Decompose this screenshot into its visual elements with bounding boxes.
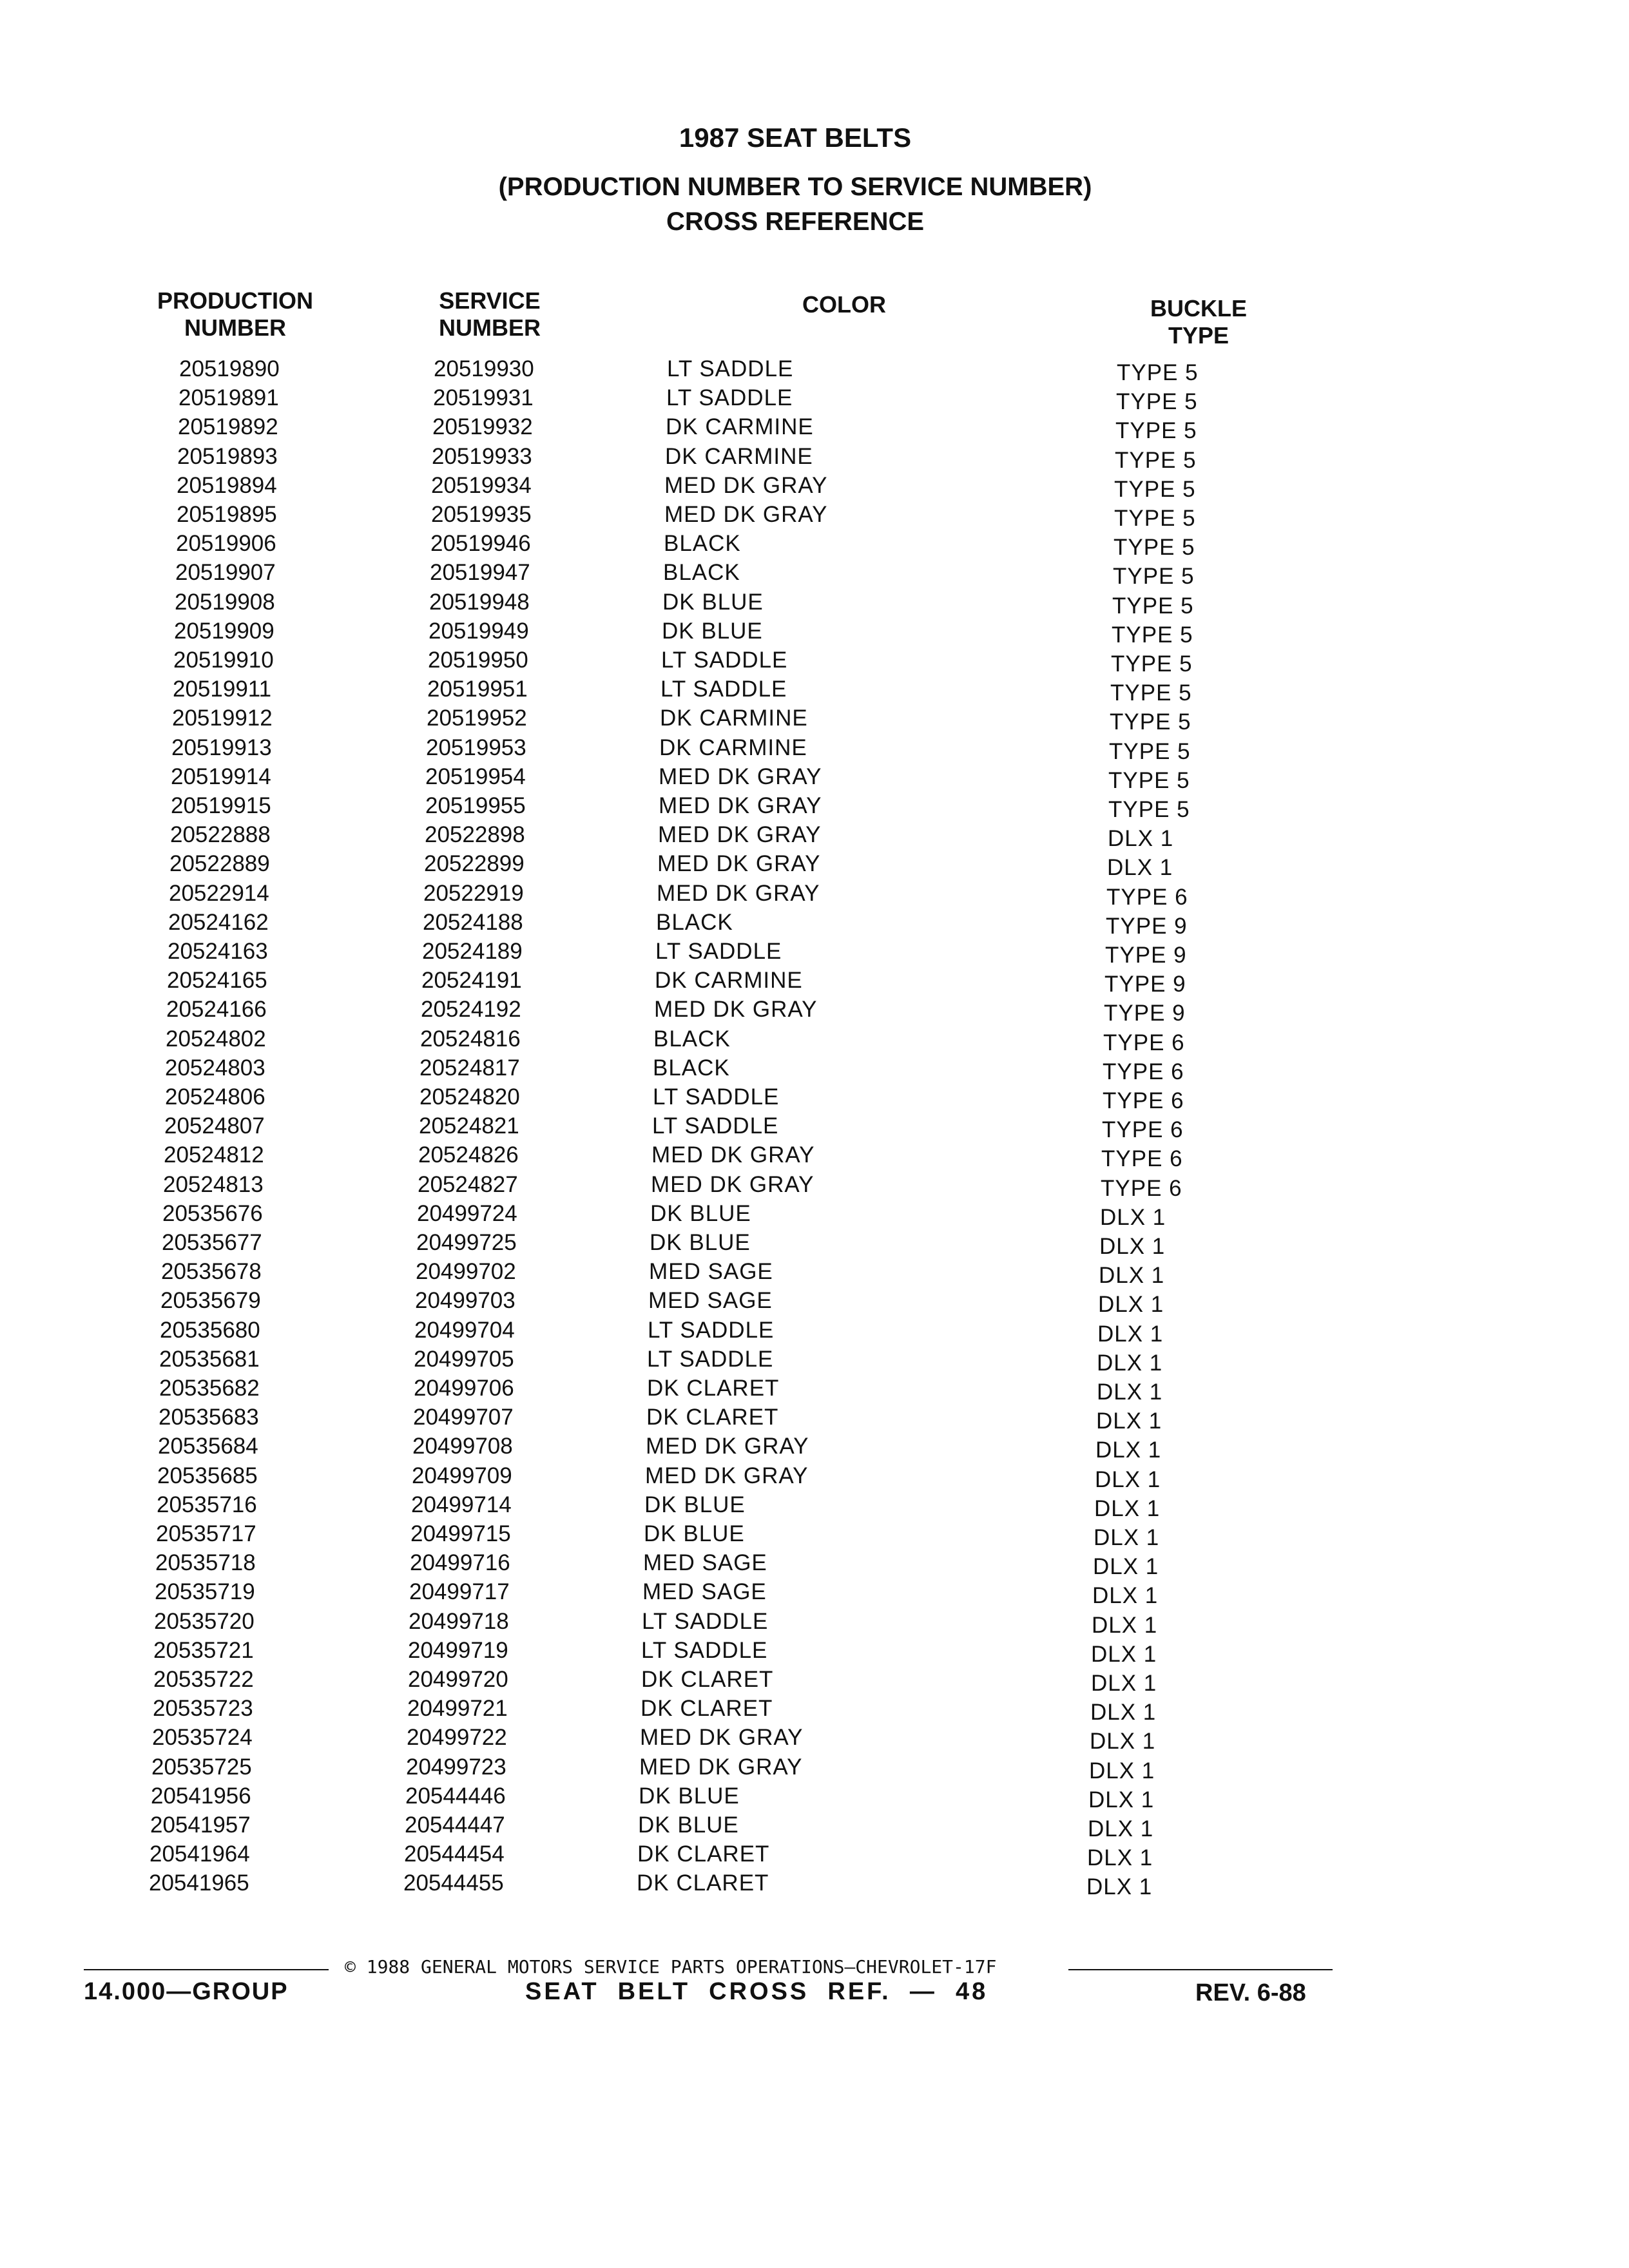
footer-rule-left — [84, 1969, 329, 1970]
color-cell: DK CLARET — [641, 1667, 774, 1692]
table-row — [0, 356, 1629, 385]
table-row — [0, 1638, 1603, 1667]
color-cell: MED SAGE — [648, 1288, 773, 1313]
service-number-cell: 20522899 — [424, 851, 525, 876]
production-number-cell: 20535677 — [162, 1230, 262, 1255]
color-cell: DK BLUE — [650, 1201, 751, 1226]
color-cell: MED DK GRAY — [664, 502, 828, 527]
table-row — [0, 677, 1623, 706]
table-row — [0, 1026, 1615, 1055]
table-row — [0, 1725, 1602, 1754]
color-cell: MED DK GRAY — [659, 793, 822, 818]
buckle-type-cell: DLX 1 — [1092, 1613, 1158, 1638]
service-number-cell: 20499720 — [408, 1667, 508, 1692]
production-number-cell: 20535723 — [153, 1696, 253, 1721]
production-number-cell: 20541965 — [149, 1870, 249, 1896]
table-row — [0, 560, 1625, 589]
production-number-cell: 20535676 — [162, 1201, 263, 1226]
color-cell: DK CLARET — [637, 1870, 769, 1896]
buckle-type-cell: DLX 1 — [1094, 1496, 1161, 1521]
color-cell: MED DK GRAY — [658, 822, 822, 847]
production-number-cell: 20519895 — [177, 502, 277, 527]
buckle-type-cell: TYPE 5 — [1116, 389, 1198, 414]
production-number-cell: 20541956 — [151, 1783, 251, 1809]
table-row — [0, 881, 1619, 910]
service-number-cell: 20544454 — [404, 1841, 505, 1867]
table-row — [0, 910, 1618, 939]
page-subtitle-2: CROSS REFERENCE — [666, 207, 925, 236]
service-number-cell: 20519931 — [433, 385, 534, 410]
buckle-type-cell: TYPE 9 — [1104, 1001, 1186, 1026]
buckle-type-cell: TYPE 5 — [1117, 360, 1199, 385]
table-row — [0, 1405, 1608, 1434]
color-cell: MED DK GRAY — [646, 1434, 809, 1459]
service-number-cell: 20499708 — [412, 1434, 513, 1459]
production-number-cell: 20519910 — [173, 648, 274, 673]
service-number-cell: 20499702 — [416, 1259, 516, 1284]
buckle-type-cell: TYPE 5 — [1112, 593, 1194, 619]
column-header-line: NUMBER — [184, 314, 286, 341]
service-number-cell: 20524191 — [421, 968, 522, 993]
production-number-cell: 20535719 — [155, 1579, 255, 1604]
table-row — [0, 822, 1620, 851]
color-cell: DK BLUE — [644, 1492, 746, 1517]
color-cell: LT SADDLE — [642, 1609, 769, 1634]
production-number-cell: 20524802 — [166, 1026, 266, 1052]
table-row — [0, 997, 1616, 1026]
production-number-cell: 20535678 — [161, 1259, 262, 1284]
column-header-line: SERVICE — [439, 287, 541, 314]
color-cell: MED SAGE — [649, 1259, 773, 1284]
table-row — [0, 444, 1627, 473]
color-cell: LT SADDLE — [655, 939, 782, 964]
production-number-cell: 20535720 — [154, 1609, 255, 1634]
table-row — [0, 619, 1624, 648]
production-number-cell: 20524812 — [164, 1142, 264, 1168]
production-number-cell: 20519894 — [177, 473, 277, 498]
table-row — [0, 764, 1621, 793]
table-row — [0, 414, 1628, 443]
service-number-cell: 20524821 — [419, 1113, 519, 1139]
production-number-cell: 20524165 — [167, 968, 267, 993]
color-cell: DK BLUE — [639, 1783, 740, 1809]
buckle-type-cell: TYPE 6 — [1106, 885, 1188, 910]
service-number-cell: 20519950 — [428, 648, 528, 673]
service-number-cell: 20524817 — [419, 1055, 520, 1081]
service-number-cell: 20544455 — [403, 1870, 504, 1896]
color-cell: BLACK — [653, 1026, 731, 1052]
color-cell: MED DK GRAY — [639, 1754, 803, 1780]
service-number-cell: 20499714 — [411, 1492, 512, 1517]
service-number-cell: 20519930 — [434, 356, 534, 381]
buckle-type-cell: TYPE 9 — [1104, 972, 1186, 997]
production-number-cell: 20519913 — [171, 735, 272, 760]
buckle-type-cell: DLX 1 — [1098, 1292, 1164, 1317]
production-number-cell: 20535717 — [156, 1521, 256, 1546]
color-cell: DK BLUE — [662, 590, 764, 615]
footer-rule-right — [1068, 1969, 1333, 1970]
color-cell: LT SADDLE — [641, 1638, 768, 1663]
buckle-type-cell: TYPE 9 — [1106, 914, 1188, 939]
production-number-cell: 20524803 — [165, 1055, 265, 1081]
color-cell: MED DK GRAY — [657, 851, 821, 876]
buckle-type-cell: TYPE 6 — [1103, 1059, 1184, 1084]
buckle-type-cell: TYPE 5 — [1114, 477, 1196, 502]
service-number-cell: 20499707 — [413, 1405, 514, 1430]
color-cell: DK BLUE — [662, 619, 763, 644]
production-number-cell: 20535724 — [152, 1725, 253, 1750]
color-cell: BLACK — [664, 531, 741, 556]
production-number-cell: 20524806 — [165, 1084, 265, 1110]
table-row — [0, 1463, 1607, 1492]
production-number-cell: 20535684 — [158, 1434, 258, 1459]
production-number-cell: 20519890 — [179, 356, 280, 381]
buckle-type-cell: TYPE 6 — [1102, 1117, 1184, 1142]
table-row — [0, 793, 1621, 822]
buckle-type-cell: TYPE 6 — [1101, 1146, 1183, 1171]
service-number-cell: 20524826 — [418, 1142, 519, 1168]
table-row — [0, 1812, 1600, 1841]
color-cell: DK BLUE — [650, 1230, 751, 1255]
table-row — [0, 1550, 1605, 1579]
buckle-type-cell: DLX 1 — [1095, 1437, 1162, 1463]
footer-page-title: SEAT BELT CROSS REF. — 48 — [525, 1978, 988, 2005]
color-cell: DK CLARET — [637, 1841, 770, 1867]
production-number-cell: 20519907 — [175, 560, 276, 585]
color-cell: BLACK — [663, 560, 740, 585]
service-number-cell: 20499719 — [408, 1638, 508, 1663]
color-cell: MED DK GRAY — [640, 1725, 804, 1750]
service-number-cell: 20519934 — [431, 473, 532, 498]
table-row — [0, 1347, 1609, 1376]
table-row — [0, 735, 1621, 764]
footer-group: 14.000—GROUP — [84, 1978, 289, 2005]
buckle-type-cell: TYPE 5 — [1109, 739, 1191, 764]
buckle-type-cell: DLX 1 — [1091, 1642, 1157, 1667]
table-row — [0, 1754, 1601, 1783]
buckle-type-cell: TYPE 5 — [1112, 622, 1193, 648]
service-number-cell: 20519946 — [430, 531, 531, 556]
table-row — [0, 851, 1619, 880]
production-number-cell: 20519915 — [171, 793, 271, 818]
service-number-cell: 20519947 — [430, 560, 530, 585]
table-row — [0, 1521, 1606, 1550]
color-cell: BLACK — [656, 910, 733, 935]
buckle-type-cell: TYPE 5 — [1110, 709, 1191, 735]
color-cell: BLACK — [653, 1055, 730, 1081]
table-row — [0, 473, 1626, 502]
table-row — [0, 1055, 1615, 1084]
color-cell: DK CLARET — [646, 1405, 779, 1430]
table-row — [0, 939, 1617, 968]
production-number-cell: 20519908 — [175, 590, 275, 615]
buckle-type-cell: DLX 1 — [1092, 1583, 1159, 1608]
footer-revision: REV. 6-88 — [1195, 1979, 1306, 2006]
color-cell: MED DK GRAY — [651, 1142, 815, 1168]
service-number-cell: 20499722 — [407, 1725, 507, 1750]
table-row — [0, 1113, 1614, 1142]
table-row — [0, 1376, 1609, 1405]
production-number-cell: 20541957 — [150, 1812, 251, 1838]
service-number-cell: 20519949 — [429, 619, 529, 644]
column-header-line: TYPE — [1168, 322, 1229, 349]
buckle-type-cell: TYPE 5 — [1115, 448, 1197, 473]
buckle-type-cell: DLX 1 — [1100, 1205, 1166, 1230]
service-number-cell: 20524192 — [421, 997, 521, 1022]
buckle-type-cell: DLX 1 — [1089, 1758, 1155, 1783]
production-number-cell: 20522914 — [169, 881, 269, 906]
buckle-type-cell: TYPE 6 — [1101, 1176, 1182, 1201]
service-number-cell: 20524188 — [423, 910, 523, 935]
service-number-cell: 20519954 — [425, 764, 526, 789]
service-number-cell: 20499721 — [407, 1696, 508, 1721]
buckle-type-cell: DLX 1 — [1090, 1729, 1156, 1754]
service-number-cell: 20524816 — [420, 1026, 521, 1052]
production-number-cell: 20524813 — [163, 1172, 264, 1197]
buckle-type-cell: TYPE 5 — [1110, 680, 1192, 706]
buckle-type-cell: TYPE 5 — [1108, 797, 1190, 822]
table-row — [0, 502, 1626, 531]
color-cell: MED SAGE — [642, 1579, 767, 1604]
table-row — [0, 1492, 1606, 1521]
buckle-type-cell: TYPE 5 — [1115, 418, 1197, 443]
color-cell: MED DK GRAY — [657, 881, 820, 906]
buckle-type-cell: DLX 1 — [1099, 1263, 1165, 1288]
color-cell: LT SADDLE — [648, 1318, 775, 1343]
service-number-cell: 20499724 — [417, 1201, 517, 1226]
copyright-notice: © 1988 GENERAL MOTORS SERVICE PARTS OPERATIONS—CHEVROLET-17F — [345, 1956, 997, 1977]
color-cell: MED DK GRAY — [659, 764, 822, 789]
color-cell: DK CARMINE — [659, 735, 807, 760]
color-cell: MED DK GRAY — [645, 1463, 809, 1488]
color-cell: DK BLUE — [644, 1521, 745, 1546]
service-number-cell: 20499725 — [416, 1230, 517, 1255]
color-cell: LT SADDLE — [666, 385, 793, 410]
service-number-cell: 20522919 — [423, 881, 524, 906]
service-number-cell: 20524827 — [418, 1172, 518, 1197]
production-number-cell: 20535718 — [155, 1550, 256, 1575]
buckle-type-cell: TYPE 5 — [1111, 651, 1193, 677]
table-row — [0, 1230, 1612, 1259]
production-number-cell: 20519892 — [178, 414, 278, 439]
service-number-cell: 20519948 — [429, 590, 530, 615]
buckle-type-cell: DLX 1 — [1097, 1350, 1163, 1376]
table-row — [0, 648, 1623, 677]
service-number-cell: 20499703 — [415, 1288, 516, 1313]
color-cell: LT SADDLE — [653, 1084, 780, 1110]
buckle-type-cell: TYPE 6 — [1103, 1088, 1184, 1113]
table-row — [0, 1841, 1599, 1870]
production-number-cell: 20541964 — [149, 1841, 250, 1867]
buckle-type-cell: DLX 1 — [1107, 855, 1173, 880]
buckle-type-cell: DLX 1 — [1086, 1874, 1153, 1899]
table-row — [0, 1870, 1599, 1899]
page-subtitle: (PRODUCTION NUMBER TO SERVICE NUMBER) — [498, 173, 1092, 201]
buckle-type-cell: TYPE 5 — [1113, 564, 1195, 589]
table-row — [0, 531, 1626, 560]
color-cell: LT SADDLE — [667, 356, 794, 381]
table-row — [0, 1783, 1601, 1812]
table-row — [0, 1609, 1604, 1638]
production-number-cell: 20535721 — [153, 1638, 254, 1663]
production-number-cell: 20524166 — [166, 997, 267, 1022]
table-row — [0, 590, 1624, 619]
service-number-cell: 20499704 — [414, 1318, 515, 1343]
table-row — [0, 1201, 1612, 1230]
production-number-cell: 20535680 — [160, 1318, 260, 1343]
color-cell: DK CARMINE — [660, 706, 808, 731]
service-number-cell: 20499715 — [410, 1521, 511, 1546]
table-row — [0, 1084, 1615, 1113]
service-number-cell: 20499706 — [414, 1376, 514, 1401]
buckle-type-cell: DLX 1 — [1088, 1787, 1155, 1812]
table-row — [0, 385, 1628, 414]
color-cell: LT SADDLE — [647, 1347, 774, 1372]
production-number-cell: 20524807 — [164, 1113, 265, 1139]
service-number-cell: 20519932 — [432, 414, 533, 439]
production-number-cell: 20535683 — [159, 1405, 259, 1430]
color-cell: MED DK GRAY — [654, 997, 818, 1022]
buckle-type-cell: DLX 1 — [1108, 826, 1174, 851]
color-cell: DK CARMINE — [665, 444, 813, 469]
production-number-cell: 20535722 — [153, 1667, 254, 1692]
production-number-cell: 20535681 — [159, 1347, 260, 1372]
table-row — [0, 706, 1622, 735]
table-row — [0, 1288, 1610, 1317]
buckle-type-cell: DLX 1 — [1093, 1554, 1159, 1579]
service-number-cell: 20524820 — [419, 1084, 520, 1110]
color-cell: MED DK GRAY — [651, 1172, 815, 1197]
table-row — [0, 1579, 1605, 1608]
color-cell: MED SAGE — [643, 1550, 767, 1575]
service-number-cell: 20519955 — [425, 793, 526, 818]
column-header-line: NUMBER — [439, 314, 541, 341]
color-cell: MED DK GRAY — [664, 473, 828, 498]
column-header-line: BUCKLE — [1150, 295, 1247, 322]
buckle-type-cell: DLX 1 — [1091, 1671, 1157, 1696]
service-number-cell: 20519935 — [431, 502, 532, 527]
color-cell: DK BLUE — [638, 1812, 739, 1838]
table-row — [0, 1696, 1603, 1725]
production-number-cell: 20519912 — [172, 706, 273, 731]
buckle-type-cell: DLX 1 — [1090, 1700, 1157, 1725]
service-number-cell: 20544446 — [405, 1783, 506, 1809]
production-number-cell: 20519906 — [176, 531, 276, 556]
production-number-cell: 20522888 — [170, 822, 271, 847]
production-number-cell: 20519893 — [177, 444, 278, 469]
service-number-cell: 20524189 — [422, 939, 523, 964]
buckle-type-cell: TYPE 5 — [1113, 535, 1195, 560]
table-row — [0, 1318, 1610, 1347]
service-number-cell: 20519953 — [426, 735, 526, 760]
buckle-type-cell: DLX 1 — [1088, 1816, 1154, 1841]
production-number-cell: 20519891 — [178, 385, 279, 410]
service-number-cell: 20499723 — [406, 1754, 506, 1780]
buckle-type-cell: TYPE 5 — [1114, 506, 1196, 531]
color-cell: LT SADDLE — [660, 677, 787, 702]
production-number-cell: 20524163 — [168, 939, 268, 964]
service-number-cell: 20522898 — [425, 822, 525, 847]
buckle-type-cell: DLX 1 — [1097, 1321, 1164, 1347]
table-row — [0, 1434, 1608, 1463]
production-number-cell: 20522889 — [169, 851, 270, 876]
production-number-cell: 20519909 — [174, 619, 275, 644]
service-number-cell: 20499709 — [412, 1463, 512, 1488]
buckle-type-cell: TYPE 9 — [1105, 943, 1187, 968]
color-cell: DK CARMINE — [666, 414, 814, 439]
production-number-cell: 20535685 — [157, 1463, 258, 1488]
buckle-type-cell: DLX 1 — [1087, 1845, 1153, 1870]
column-header-line: PRODUCTION — [157, 287, 313, 314]
production-number-cell: 20519911 — [173, 677, 272, 702]
service-number-cell: 20519933 — [432, 444, 532, 469]
buckle-type-cell: DLX 1 — [1099, 1234, 1166, 1259]
buckle-type-cell: TYPE 5 — [1108, 768, 1190, 793]
buckle-type-cell: DLX 1 — [1094, 1525, 1160, 1550]
service-number-cell: 20519951 — [427, 677, 528, 702]
table-row — [0, 1667, 1603, 1696]
table-row — [0, 1142, 1614, 1171]
color-cell: LT SADDLE — [661, 648, 788, 673]
service-number-cell: 20499718 — [409, 1609, 509, 1634]
buckle-type-cell: DLX 1 — [1097, 1379, 1163, 1405]
table-row — [0, 1259, 1611, 1288]
table-row — [0, 968, 1617, 997]
buckle-type-cell: DLX 1 — [1095, 1467, 1161, 1492]
table-row — [0, 1172, 1613, 1201]
color-cell: DK CARMINE — [655, 968, 803, 993]
production-number-cell: 20519914 — [171, 764, 271, 789]
color-cell: DK CLARET — [641, 1696, 773, 1721]
service-number-cell: 20499716 — [410, 1550, 510, 1575]
production-number-cell: 20535725 — [151, 1754, 252, 1780]
buckle-type-cell: TYPE 6 — [1103, 1030, 1185, 1055]
service-number-cell: 20519952 — [427, 706, 527, 731]
production-number-cell: 20535682 — [159, 1376, 260, 1401]
page-title: 1987 SEAT BELTS — [679, 122, 912, 153]
color-cell: LT SADDLE — [652, 1113, 779, 1139]
service-number-cell: 20499705 — [414, 1347, 514, 1372]
color-cell: DK CLARET — [647, 1376, 780, 1401]
buckle-type-cell: DLX 1 — [1096, 1408, 1162, 1434]
production-number-cell: 20524162 — [168, 910, 269, 935]
service-number-cell: 20499717 — [409, 1579, 510, 1604]
production-number-cell: 20535716 — [157, 1492, 257, 1517]
production-number-cell: 20535679 — [160, 1288, 261, 1313]
service-number-cell: 20544447 — [405, 1812, 505, 1838]
column-header-line: COLOR — [802, 291, 886, 318]
